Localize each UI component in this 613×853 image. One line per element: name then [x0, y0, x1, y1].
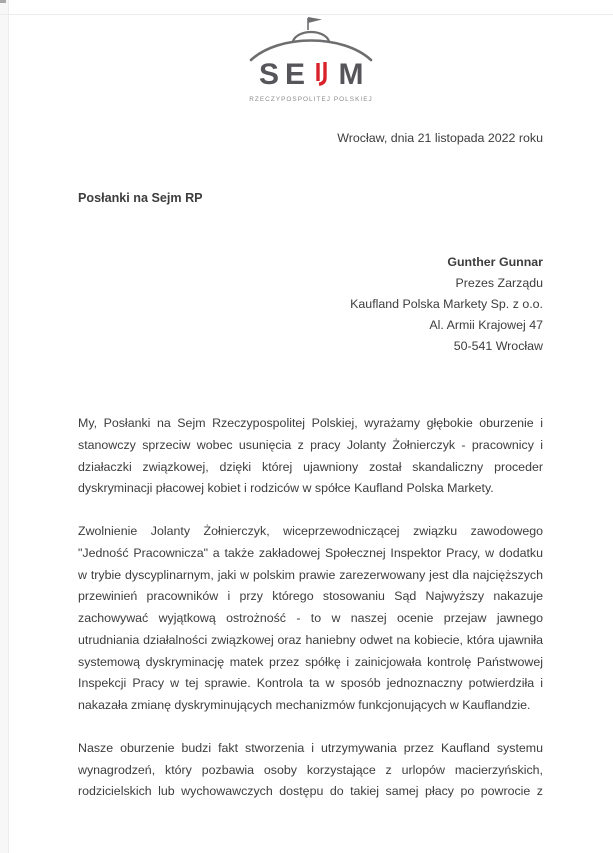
paragraph-1: My, Posłanki na Sejm Rzeczypospolitej Polskiej, wyrażamy głębokie oburzenie i stanowczy sprzeciw wobec usunięcia z pracy Jolanty Żołnierczyk - pracownicy i działaczki związkowej, dzięki której ujawniony został skandaliczny proceder dyskryminacji płacowej kobiet i rodziców w spółce Kaufland Polska Markety.	[78, 416, 543, 496]
page-edge-strip	[0, 0, 8, 853]
flag-icon	[308, 17, 322, 23]
sejm-logo-graphic	[245, 14, 377, 106]
sejm-logo	[78, 14, 543, 106]
logo-letter-j-icon	[318, 62, 325, 84]
logo-letter-m: M	[338, 58, 363, 91]
paragraph-3: Nasze oburzenie budzi fakt stworzenia i utrzymywania przez Kaufland systemu wynagrodzeń, który pozbawia osoby korzystające z urlopów macierzyńskich, rodzicielskich lub wychowawczych dostępu do takiej samej płacy po powrocie z	[78, 740, 543, 799]
recipient-block	[78, 252, 543, 357]
recipient-name: Gunther Gunnar	[447, 255, 543, 269]
recipient-city: 50-541 Wrocław	[453, 339, 543, 353]
logo-letter-e: E	[284, 58, 305, 91]
dateline: Wrocław, dnia 21 listopada 2022 roku	[337, 131, 543, 145]
paragraph-2: Zwolnienie Jolanty Żołnierczyk, wiceprzewodniczącej związku zawodowego "Jedność Pracownicza" a także zakładowej Społecznej Inspektor Pracy, w dodatku w trybie dyscyplinarnym, jaki w polskim prawie zarezerwowany jest dla najcięższych przewinień pracowników i przy którego stosowaniu Sąd Najwyższy nakazuje zachowywać wyjątkową ostrożność - to w naszej ocenie przejaw jawnego utrudniania działalności związkowej oraz haniebny odwet na kobiecie, która ujawniła systemową dyskryminację matek przez spółkę i zainicjowała kontrolę Państwowej Inspekcji Pracy w tej sprawie. Kontrola ta w sposób jednoznaczny potwierdziła i nakazała zmianę dyskryminujących mechanizmów funkcjonujących w Kauflandzie.	[78, 524, 543, 712]
logo-subtitle: RZECZYPOSPOLITEJ POLSKIEJ	[248, 96, 373, 103]
recipient-company: Kaufland Polska Markety Sp. z o.o.	[350, 297, 543, 311]
logo-letter-s: S	[258, 58, 279, 91]
page-edge-left	[8, 0, 9, 853]
letter-content	[78, 0, 543, 803]
sender-title: Posłanki na Sejm RP	[78, 191, 203, 205]
page-corner-mark	[0, 0, 6, 3]
recipient-role: Prezes Zarządu	[455, 276, 543, 290]
recipient-street: Al. Armii Krajowej 47	[429, 318, 543, 332]
